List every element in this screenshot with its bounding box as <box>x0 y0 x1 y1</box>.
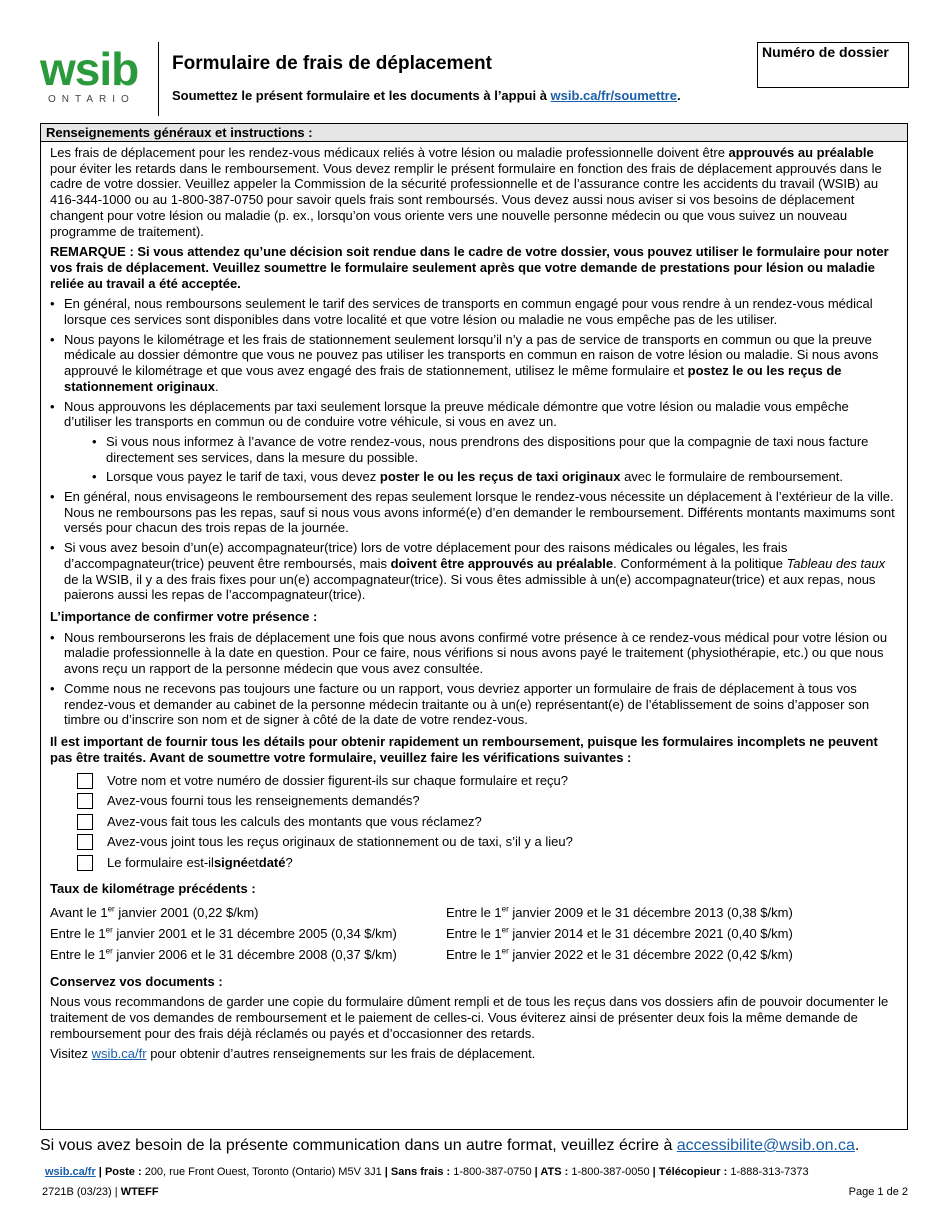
keep-heading: Conservez vos documents : <box>50 973 223 989</box>
rates-left-column <box>50 902 446 965</box>
checkbox[interactable] <box>77 834 93 850</box>
list-item: • Nous approuvons les déplacements par taxi seulement lorsque la preuve médicale démontre que votre lésion ou maladie vous empêche d’utiliser les transports en commun ou de conduire votre véhicule, si vous en avez un. • Si vous nous informez à l’avance de votre rendez-vous, nous prendrons des dispositions pour que la compagnie de taxi nous facture directement ses services, dans la mesure du possible. • Lorsque vous payez le tarif de taxi, vous devez poster le ou les reçus de taxi originaux avec le formulaire de remboursement. <box>50 399 898 486</box>
section-title: Renseignements généraux et instructions : <box>41 124 907 142</box>
logo-wordmark: wsib <box>40 43 139 95</box>
rate-item: Entre le 1er janvier 2014 et le 31 décembre 2021 (0,40 $/km) <box>446 925 793 941</box>
file-number-field[interactable] <box>757 42 909 88</box>
checkbox[interactable] <box>77 773 93 789</box>
rate-item: Entre le 1er janvier 2009 et le 31 décembre 2013 (0,38 $/km) <box>446 904 793 920</box>
footer-link[interactable]: wsib.ca/fr <box>45 1166 96 1178</box>
verification-checklist <box>77 770 898 873</box>
form-number: 2721B (03/23) | WTEFF <box>42 1186 159 1198</box>
page-number: Page 1 de 2 <box>848 1186 908 1198</box>
taxi-sublist <box>64 434 898 485</box>
list-item: • En général, nous remboursons seulement le tarif des services de transports en commun engagé pour vous rendre à un rendez-vous médical lorsque ces services sont disponibles dans votre localité et que votre lésion ou maladie ne vous empêche pas de les utiliser. <box>50 296 898 327</box>
form-header <box>40 42 910 118</box>
accessibility-note: Si vous avez besoin de la présente communication dans un autre format, veuillez écrire à accessibilite@wsib.on.ca. <box>40 1137 860 1154</box>
rates-right-column <box>446 902 842 965</box>
keep-paragraph: Nous vous recommandons de garder une copie du formulaire dûment rempli et de tous les reçus dans vos dossiers afin de pouvoir documenter le traitement de vos demandes de remboursement et le paiement de celles-ci. Vous éviterez ainsi de présenter deux fois la même demande de remboursement pour des frais déjà réclamés ou payés et d’occasionner des retards. <box>50 994 889 1041</box>
intro-paragraph: Les frais de déplacement pour les rendez-vous médicaux reliés à votre lésion ou maladie professionnelle doivent être approuvés au préalable pour éviter les retards dans le remboursement. Vous devez remplir le présent formulaire en fonction des frais de déplacement approuvés dans le cadre de votre dossier. Veuillez appeler la Commission de la sécurité professionnelle et de l’assurance contre les accidents du travail (WSIB) au 416-344-1000 ou au 1-800-387-0750 pour savoir quels frais sont remboursés. Vous devez aussi nous aviser si vos besoins de déplacement changent pour votre lésion ou maladie (p. ex., lorsqu’on vous oriente vers une nouvelle personne médecin ou que vous suivez un nouveau programme de traitement). <box>50 145 882 239</box>
file-number-label: Numéro de dossier <box>762 44 889 60</box>
list-item: • Nous payons le kilométrage et les frais de stationnement seulement lorsqu’il n’y a pas de service de transports en commun ou que la preuve médicale au dossier démontre que vous ne pouvez pas utiliser les transports en commun en raison de votre lésion ou maladie. Si nous avons approuvé le kilométrage et que vous avez engagé des frais de stationnement, utilisez le même formulaire et postez le ou les reçus de stationnement originaux. <box>50 332 898 395</box>
header-divider <box>158 42 159 116</box>
list-item: • Si vous nous informez à l’avance de votre rendez-vous, nous prendrons des dispositions pour que la compagnie de taxi nous facture directement ses services, dans la mesure du possible. <box>92 434 898 465</box>
checkbox[interactable] <box>77 855 93 871</box>
instructions-section <box>40 123 908 1130</box>
checkbox[interactable] <box>77 814 93 830</box>
mileage-rates <box>50 902 898 965</box>
accessibility-email-link[interactable]: accessibilite@wsib.on.ca <box>676 1137 855 1154</box>
presence-heading: L’importance de confirmer votre présence : <box>50 608 318 624</box>
visit-paragraph: Visitez wsib.ca/fr pour obtenir d’autres renseignements sur les frais de déplacement. <box>50 1046 536 1062</box>
list-item: • Si vous avez besoin d’un(e) accompagnateur(trice) lors de votre déplacement pour des raisons médicales ou légales, les frais d’accompagnateur(trice) peuvent être remboursés, mais doivent être approuvés au préalable. Conformément à la politique Tableau des taux de la WSIB, il y a des frais fixes pour un(e) accompagnateur(trice). Si vous êtes admissible à un(e) accompagnateur(trice) et aux repas, nous paierons aussi les repas de l’accompagnateur(trice). <box>50 540 898 603</box>
submit-link[interactable]: wsib.ca/fr/soumettre <box>550 88 677 103</box>
page-title: Formulaire de frais de déplacement <box>172 53 492 74</box>
rules-list <box>50 296 898 603</box>
list-item: • En général, nous envisageons le remboursement des repas seulement lorsque le rendez-vous nécessite un déplacement à l’extérieur de la ville. Nous ne remboursons pas les repas, sauf si nous vous avons informé(e) d’en demander le remboursement. Différents montants maximums sont versés pour chacun des trois repas de la journée. <box>50 489 898 536</box>
footer-contact: wsib.ca/fr | Poste : 200, rue Front Ouest, Toronto (Ontario) M5V 3J1 | Sans frais : 1-800-387-0750 | ATS : 1-800-387-0050 | Télécopieur : 1-888-313-7373 <box>45 1166 809 1178</box>
checkbox[interactable] <box>77 793 93 809</box>
presence-list <box>50 630 898 728</box>
logo-ontario: ONTARIO <box>48 94 135 105</box>
rate-item: Entre le 1er janvier 2022 et le 31 décembre 2022 (0,42 $/km) <box>446 946 793 962</box>
list-item: • Lorsque vous payez le tarif de taxi, vous devez poster le ou les reçus de taxi originaux avec le formulaire de remboursement. <box>92 469 898 485</box>
page-subtitle: Soumettez le présent formulaire et les documents à l’appui à wsib.ca/fr/soumettre. <box>172 88 681 103</box>
rate-item: Entre le 1er janvier 2001 et le 31 décembre 2005 (0,34 $/km) <box>50 925 397 941</box>
important-paragraph: Il est important de fournir tous les détails pour obtenir rapidement un remboursement, puisque les formulaires incomplets ne peuvent pas être traités. Avant de soumettre votre formulaire, veuillez faire les vérifications suivantes : <box>50 733 878 765</box>
checklist-item: Avez-vous fourni tous les renseignements demandés? <box>77 791 898 812</box>
checklist-item: Avez-vous fait tous les calculs des montants que vous réclamez? <box>77 811 898 832</box>
remark-paragraph: REMARQUE : Si vous attendez qu’une décision soit rendue dans le cadre de votre dossier, vous pouvez utiliser le formulaire pour noter vos frais de déplacement. Veuillez soumettre le formulaire seulement après que votre demande de prestations pour lésion ou maladie reliée au travail a été acceptée. <box>50 244 889 291</box>
rate-item: Avant le 1er janvier 2001 (0,22 $/km) <box>50 904 259 920</box>
rates-heading: Taux de kilométrage précédents : <box>50 880 256 896</box>
list-item: • Nous rembourserons les frais de déplacement une fois que nous avons confirmé votre présence à ce rendez-vous médical pour votre lésion ou maladie professionnelle à la date en question. Pour ce faire, nous vérifions si nous avons payé le traitement (physiothérapie, etc.) ou que nous avons reçu un rapport de la personne médecin que vous avez consultée. <box>50 630 898 677</box>
wsib-logo <box>40 43 152 110</box>
rate-item: Entre le 1er janvier 2006 et le 31 décembre 2008 (0,37 $/km) <box>50 946 397 962</box>
checklist-item: Le formulaire est-il signé et daté ? <box>77 852 898 873</box>
wsib-info-link[interactable]: wsib.ca/fr <box>91 1046 147 1062</box>
checklist-item: Votre nom et votre numéro de dossier figurent-ils sur chaque formulaire et reçu? <box>77 770 898 791</box>
list-item: • Comme nous ne recevons pas toujours une facture ou un rapport, vous devriez apporter un formulaire de frais de déplacement à tous vos rendez-vous et demander au cabinet de la personne médecin traitante ou à un(e) représentant(e) de l’établissement de soins d’apposer son timbre ou d’inscrire son nom et de signer à côté de la date de votre rendez-vous. <box>50 681 898 728</box>
checklist-item: Avez-vous joint tous les reçus originaux de stationnement ou de taxi, s’il y a lieu? <box>77 832 898 853</box>
